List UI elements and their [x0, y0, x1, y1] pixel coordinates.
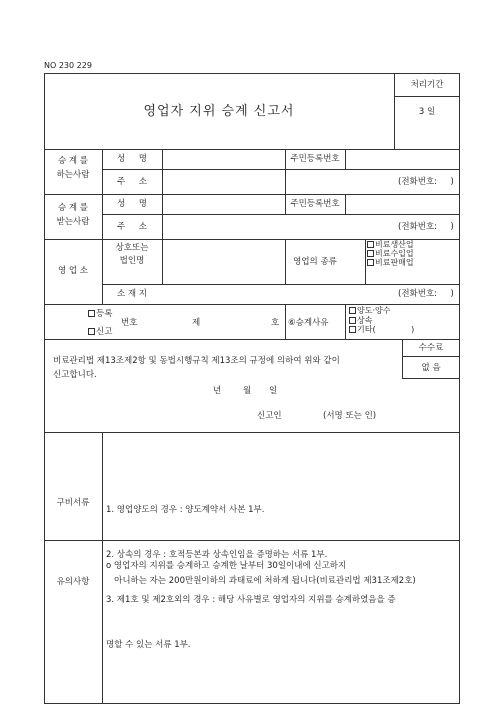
- document-item: 1. 영업양도의 경우 : 양도계약서 사본 1부.: [106, 505, 265, 515]
- successor-name-label: 성 명: [117, 154, 147, 164]
- trade-name-label-line1: 상호또는: [115, 243, 149, 253]
- form-title: 영업자 지위 승계 신고서: [143, 104, 295, 119]
- successor-id-field[interactable]: [346, 150, 459, 168]
- successor-address-label: 주 소: [117, 177, 147, 187]
- notes-line2: 아니하는 자는 200만원이하의 과태료에 처하게 됩니다(비료관리법 제31조제2호): [106, 576, 416, 586]
- business-type-option[interactable]: 비료생산업: [367, 240, 414, 249]
- location-label: 소 재 지: [116, 289, 148, 299]
- documents-label: 구비서류: [56, 498, 90, 508]
- register-option[interactable]: 등록: [88, 309, 112, 319]
- predecessor-label-line1: 승 계 를: [57, 203, 89, 213]
- signer-label: 신고인: [257, 411, 282, 421]
- date-year-label: 년: [213, 386, 222, 396]
- business-type-label: 영업의 종류: [293, 257, 337, 267]
- notes-line1: o 영업자의 지위를 승계하고 승계한 날부터 30일이내에 신고하지: [106, 561, 347, 571]
- predecessor-name-field[interactable]: [163, 195, 284, 213]
- successor-address-field[interactable]: [163, 170, 393, 193]
- predecessor-name-label: 성 명: [117, 199, 147, 209]
- document-item: 3. 제1호 및 제2호외의 경우 : 해당 사유별로 영업자의 지위를 승계하였음을 증: [106, 595, 396, 605]
- business-label: 영 업 소: [57, 266, 89, 276]
- predecessor-phone-label: (전화번호: ): [398, 222, 454, 232]
- fee-label: 수수료: [418, 343, 444, 353]
- registration-number-label: 번호: [121, 318, 138, 328]
- succession-reason-options: [349, 306, 414, 335]
- declaration-text-line2: 신고합니다.: [53, 370, 97, 380]
- declaration-text-line1: 비료관리법 제13조제2항 및 동법시행규칙 제13조의 규정에 의하여 위와 같이: [53, 356, 340, 366]
- checkbox-icon[interactable]: [88, 328, 95, 335]
- successor-id-label: 주민등록번호: [290, 154, 340, 164]
- predecessor-address-label: 주 소: [117, 222, 147, 232]
- registration-number-field[interactable]: [205, 314, 265, 330]
- successor-name-field[interactable]: [163, 150, 284, 168]
- business-type-options: [367, 240, 414, 267]
- document-item: 명할 수 있는 서류 1부.: [106, 640, 191, 650]
- predecessor-label-line2: 받는사람: [56, 217, 90, 227]
- successor-label-line1: 승 계 를: [57, 156, 89, 166]
- checkbox-icon[interactable]: [349, 326, 356, 333]
- location-phone-label: (전화번호: ): [398, 289, 454, 299]
- processing-period-label: 처리기간: [410, 80, 444, 90]
- registration-ho-label: 호: [271, 318, 280, 328]
- processing-period-value: 3 일: [418, 107, 436, 117]
- reason-option[interactable]: 기타( ): [349, 325, 414, 335]
- signature-label: (서명 또는 인): [323, 411, 377, 421]
- business-type-option[interactable]: 비료판매업: [367, 258, 414, 267]
- checkbox-icon[interactable]: [367, 241, 374, 248]
- reason-option[interactable]: 양도·양수: [349, 306, 414, 316]
- checkbox-icon[interactable]: [349, 317, 356, 324]
- report-option[interactable]: 신고: [88, 327, 112, 337]
- checkbox-icon[interactable]: [349, 307, 356, 314]
- date-month-label: 월: [243, 386, 252, 396]
- trade-name-label-line2: 법인명: [119, 256, 145, 266]
- registration-je-label: 제: [192, 318, 201, 328]
- fee-value: 없 음: [421, 363, 441, 373]
- succession-reason-label: ⑥승계사유: [288, 318, 329, 328]
- notes-label: 유의사항: [56, 577, 90, 587]
- predecessor-address-field[interactable]: [163, 215, 393, 238]
- checkbox-icon[interactable]: [367, 250, 374, 257]
- successor-label-line2: 하는사람: [56, 170, 90, 180]
- trade-name-field[interactable]: [163, 240, 284, 283]
- checkbox-icon[interactable]: [367, 259, 374, 266]
- location-field[interactable]: [163, 285, 393, 303]
- business-type-option[interactable]: 비료수입업: [367, 249, 414, 258]
- successor-phone-label: (전화번호: ): [398, 177, 454, 187]
- date-day-label: 일: [269, 386, 278, 396]
- predecessor-id-label: 주민등록번호: [290, 199, 340, 209]
- reason-option[interactable]: 상속: [349, 316, 414, 326]
- predecessor-id-field[interactable]: [346, 195, 459, 213]
- checkbox-icon[interactable]: [88, 310, 95, 317]
- form-number: NO 230 229: [44, 61, 92, 70]
- document-item: 2. 상속의 경우 : 호적등본과 상속인임을 증명하는 서류 1부.: [106, 550, 328, 560]
